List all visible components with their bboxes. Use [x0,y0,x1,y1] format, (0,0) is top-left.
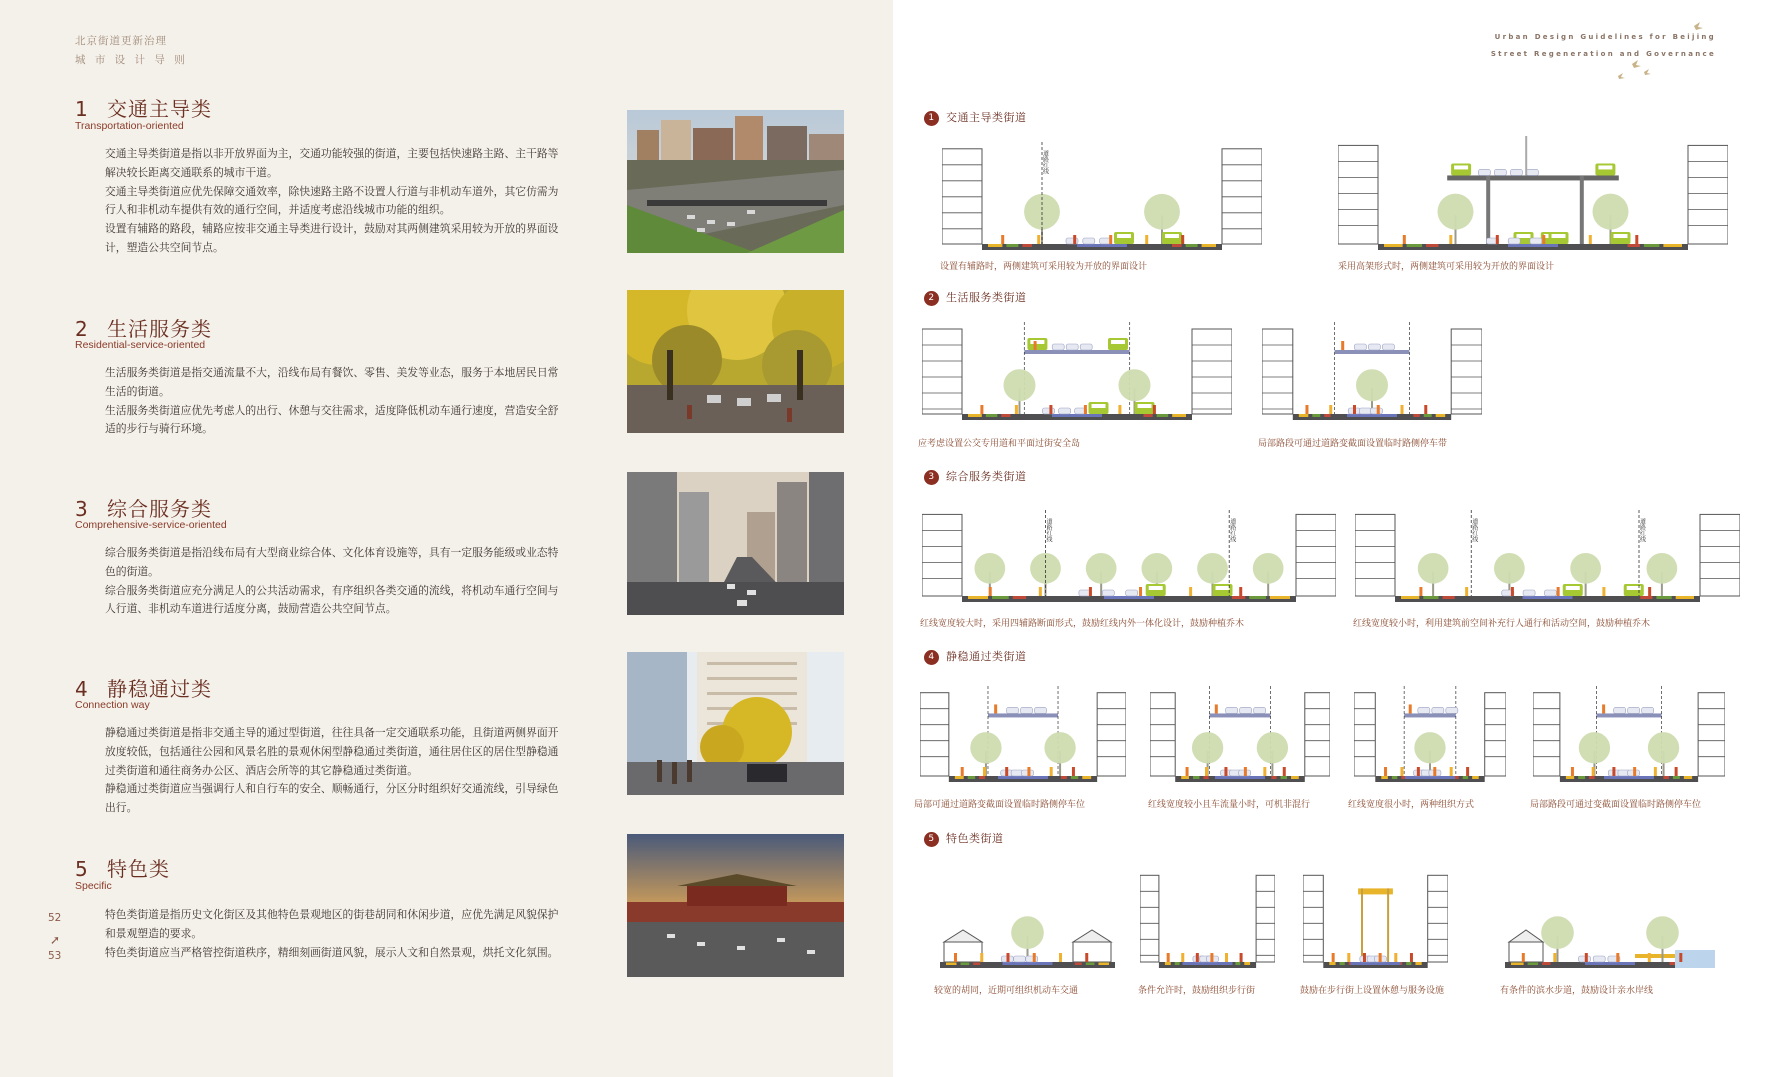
photo-tiananmen [627,834,844,977]
caption-1a: 设置有辅路时，两侧建筑可采用较为开放的界面设计 [940,262,1148,272]
person-icon [1612,767,1615,776]
building [920,693,949,776]
car-icon [1478,169,1490,175]
car-icon [1354,344,1366,350]
building [1262,329,1293,414]
redline-label: 道路红线 [1045,518,1052,542]
birds-icon [1610,20,1720,82]
section-5-title: 5 特色类 [75,857,170,881]
header-subtitle-cn: 城 市 设 计 导 则 [75,54,188,66]
building [1140,875,1159,962]
person-icon [1109,235,1112,244]
tree-icon [1356,369,1388,401]
person-icon [1329,405,1332,414]
person-icon [1118,405,1121,414]
person-icon [1553,953,1556,962]
section-4-en: Connection way [75,699,150,711]
car-icon [1614,707,1626,713]
car-icon [1359,408,1371,414]
person-icon [1007,953,1010,962]
person-icon [1332,953,1335,962]
building [1698,693,1725,776]
tree-icon [1004,369,1036,401]
tree-icon [970,732,1001,763]
caption-2a: 应考虑设置公交专用道和平面过街安全岛 [918,439,1081,449]
section-2-title: 2 生活服务类 [75,317,212,341]
building [1222,149,1262,244]
tree-icon [1418,553,1449,584]
person-icon [1433,767,1436,776]
section-3-en: Comprehensive-service-oriented [75,519,227,531]
diagram-4d [1533,686,1725,784]
car-icon [1007,707,1019,713]
building [1451,329,1482,414]
car-icon [1508,238,1520,244]
person-icon [1001,235,1004,244]
car-icon [1035,707,1047,713]
tree-icon [1119,369,1151,401]
tree-icon [1044,732,1075,763]
person-icon [1015,405,1018,414]
diagram-4b [1150,686,1330,784]
person-icon [1085,953,1088,962]
building [1150,693,1175,776]
car-icon [1544,590,1556,596]
section-1-en: Transportation-oriented [75,120,184,132]
person-icon [1419,587,1422,596]
person-icon [1347,953,1350,962]
building [1192,329,1232,414]
gate-roof-icon [944,930,982,942]
tree-icon [1192,732,1223,763]
car-icon [1642,707,1654,713]
diagram-4a [920,686,1126,784]
caption-5c: 鼓励在步行街上设置休憩与服务设施 [1300,986,1445,996]
person-icon [1145,235,1148,244]
car-icon [1523,590,1535,596]
diagram-section-3-title: 3 综合服务类街道 [924,468,1027,485]
caption-1b: 采用高架形式时，两侧建筑可采用较为开放的界面设计 [1338,262,1555,272]
building [1305,693,1330,776]
redline-label: 道路红线 [1470,518,1478,542]
person-icon [989,587,992,596]
person-icon [1557,587,1560,596]
page-number-right: 53 [48,950,62,962]
person-icon [1465,587,1468,596]
car-icon [1418,707,1430,713]
diagram-section-2-title: 2 生活服务类街道 [924,289,1027,306]
person-icon [1215,704,1218,713]
person-icon [1602,704,1605,713]
person-icon [1153,405,1156,414]
diagram-2b [1262,322,1482,422]
person-icon [1210,953,1213,962]
person-icon [1305,405,1308,414]
diagram-section-4-title: 4 静稳通过类街道 [924,648,1027,665]
building [1354,693,1375,776]
building [1338,145,1378,244]
person-icon [1654,767,1657,776]
tree-icon [1144,194,1180,230]
photo-comprehensive-street [627,472,844,615]
variant-strip [1335,350,1410,354]
caption-5b: 条件允许时，鼓励组织步行街 [1138,986,1256,996]
building [1700,514,1740,596]
diagram-section-1-title: 1 交通主导类街道 [924,109,1027,126]
person-icon [1410,953,1413,962]
person-icon [1196,953,1199,962]
person-icon [1589,235,1592,244]
car-icon [1102,590,1114,596]
person-icon [1239,587,1242,596]
variant-strip [1404,713,1456,717]
diagram-4c [1354,686,1506,784]
tree-icon [1648,732,1679,763]
section-1-title: 1 交通主导类 [75,97,212,121]
car-icon [1370,408,1382,414]
person-icon [1263,767,1266,776]
person-icon [1401,405,1404,414]
variant-strip [1596,713,1661,717]
person-icon [1005,767,1008,776]
person-icon [1225,953,1228,962]
pin-icon: ➚ [50,933,61,947]
person-icon [1205,767,1208,776]
tree-icon [974,553,1005,584]
person-icon [1542,235,1545,244]
car-icon [1494,169,1506,175]
stepped-bank [1635,954,1675,958]
person-icon [1240,953,1243,962]
header-title-en: Urban Design Guidelines for Beijing [1494,33,1716,41]
person-icon [1511,587,1514,596]
person-icon [1050,767,1053,776]
redline-label: 道路红线 [1638,518,1646,542]
caption-4c: 红线宽度很小时，两种组织方式 [1348,800,1475,810]
car-icon [1126,590,1138,596]
redline-label: 道路红线 [1041,150,1049,174]
gate-roof-icon [1509,930,1543,942]
person-icon [961,767,964,776]
building [1303,875,1323,962]
person-icon [1635,235,1638,244]
person-icon [1633,767,1636,776]
person-icon [1224,767,1227,776]
person-icon [1139,587,1142,596]
person-icon [1039,587,1042,596]
person-icon [1084,405,1087,414]
person-icon [980,405,983,414]
diagram-3b [1355,508,1740,604]
building [1097,693,1126,776]
car-icon [1382,344,1394,350]
tree-icon [1011,916,1044,949]
person-icon [1181,953,1184,962]
car-icon [1026,956,1038,962]
caption-2b: 局部路段可通过道路变截面设置临时路侧停车带 [1258,439,1448,449]
person-icon [980,953,983,962]
person-icon [1602,587,1605,596]
section-1-body: 交通主导类街道是指以非开放界面为主，交通功能较强的街道，主要包括快速路主路、主干路等解决较长距离交通联系的城市干道。 交通主导类街道应优先保障交通效率，除快速路主路不设置人行道与非机动车道外，其它仿需为行人和非机动车提供有效的通行空间，并适度考虑沿线城市功能的组织。 设置有辅路的路段，辅路应按非交通主导类进行设计，鼓励对其两侧建筑采用较为开放的界面设计，塑造公共空间节点。 [105,147,559,254]
car-icon [1628,707,1640,713]
building [1355,514,1395,596]
person-icon [994,704,997,713]
person-icon [1466,767,1469,776]
person-icon [1592,767,1595,776]
person-icon [1450,767,1453,776]
person-icon [1189,587,1192,596]
person-icon [1384,767,1387,776]
section-3-title: 3 综合服务类 [75,497,212,521]
person-icon [1186,767,1189,776]
person-icon [1037,235,1040,244]
person-icon [1522,953,1525,962]
diagram-3a [922,508,1336,604]
page-number-left: 52 [48,912,62,924]
person-icon [1181,235,1184,244]
street-lamp [1525,136,1527,175]
person-icon [1059,953,1062,962]
photo-connection-street [627,652,844,795]
person-icon [1089,587,1092,596]
car-icon [1579,956,1591,962]
person-icon [1585,953,1588,962]
car-icon [1059,408,1071,414]
car-icon [1254,707,1266,713]
section-2-en: Residential-service-oriented [75,339,206,351]
car-icon [1021,707,1033,713]
person-icon [1675,767,1678,776]
section-2-body: 生活服务类街道是指交通流量不大，沿线布局有餐饮、零售、美发等业态，服务于本地居民日常生活的街道。 生活服务类街道应优先考虑人的出行、休憩与交往需求，适度降低机动车通行速度，营造安全舒适的步行与骑行环境。 [105,366,559,436]
person-icon [1409,704,1412,713]
tree-icon [1257,732,1288,763]
person-icon [1403,235,1406,244]
person-icon [1379,953,1382,962]
person-icon [1244,767,1247,776]
tree-icon [1253,553,1284,584]
person-icon [1616,953,1619,962]
diagram-1b [1338,136,1728,252]
person-icon [1449,235,1452,244]
diagram-5c [1303,868,1448,970]
elevated-deck [1447,175,1619,180]
tree-icon [1541,916,1574,949]
header-subtitle-en: Street Regeneration and Governance [1490,50,1716,58]
person-icon [1679,953,1682,962]
caption-3a: 红线宽度较大时，采用四辅路断面形式，鼓励红线内外一体化设计，鼓励种植乔木 [920,619,1245,629]
person-icon [1571,767,1574,776]
car-icon [1526,169,1538,175]
building [1296,514,1336,596]
tree-icon [1086,553,1117,584]
building [1485,693,1506,776]
car-icon [1446,707,1458,713]
person-icon [1034,341,1037,350]
tree-icon [1141,553,1172,584]
person-icon [1394,953,1397,962]
person-icon [1377,405,1380,414]
car-icon [1226,707,1238,713]
section-4-body: 静稳通过类街道是指非交通主导的通过型街道，往往具备一定交通联系功能，且街道两侧界面开放度较低，包括通往公园和风景名胜的景观休闲型静稳通过类街道，通往居住区的居住型静稳通过类街道和通往商务办公区、酒店会所等的其它静稳通过类街道。 静稳通过类街道应当强调行人和自行车的安全、顺畅通行，分区分时组织好交通流线，引导绿色出行。 [105,726,559,815]
car-icon [1014,956,1026,962]
tree-icon [1647,553,1678,584]
diagram-2a [922,322,1232,422]
car-icon [1510,169,1522,175]
person-icon [1648,587,1651,596]
redline-label: 道路红线 [1228,518,1236,542]
building [942,149,982,244]
tree-icon [1570,553,1601,584]
person-icon [1167,953,1170,962]
person-icon [954,953,957,962]
header-title-cn: 北京街道更新治理 [75,35,167,47]
person-icon [1417,767,1420,776]
variant-strip [1024,350,1129,354]
car-icon [1080,344,1092,350]
photo-residential-street [627,290,844,433]
person-icon [1033,953,1036,962]
diagram-1a [942,140,1262,252]
person-icon [1400,767,1403,776]
variant-strip [988,713,1058,717]
building [1533,693,1560,776]
person-icon [1049,405,1052,414]
diagram-5d [1505,868,1715,970]
person-icon [1341,341,1344,350]
tree-icon [1593,194,1629,230]
building [922,514,962,596]
car-icon [1066,344,1078,350]
person-icon [1353,405,1356,414]
car-icon [1083,238,1095,244]
building [922,329,962,414]
caption-4d: 局部路段可通过变截面设置临时路侧停车位 [1530,800,1702,810]
tree-icon [1494,553,1525,584]
section-5-body: 特色类街道是指历史文化街区及其他特色景观地区的街巷胡同和休闲步道，应优先满足风貌保护和景观塑造的要求。 特色类街道应当严格管控街道秩序，精细刻画街道风貌，展示人文和自然景观，烘托文化氛围。 [105,908,559,959]
building [1688,145,1728,244]
tree-icon [1414,732,1445,763]
caption-3b: 红线宽度较小时，利用建筑前空间补充行人通行和活动空间，鼓励种植乔木 [1353,619,1651,629]
person-icon [1283,767,1286,776]
car-icon [1240,707,1252,713]
diagram-5b [1140,868,1275,970]
car-icon [1043,408,1055,414]
photo-transportation-street [627,110,844,253]
section-5-en: Specific [75,880,112,892]
variant-strip [1209,713,1270,717]
person-icon [1073,235,1076,244]
building [1256,875,1275,962]
tree-icon [1438,194,1474,230]
car-icon [1530,238,1542,244]
diagram-5a [940,868,1115,970]
building [1428,875,1448,962]
person-icon [1496,235,1499,244]
person-icon [1648,953,1651,962]
person-icon [1027,767,1030,776]
car-icon [1432,707,1444,713]
section-4-title: 4 静稳通过类 [75,677,212,701]
tree-icon [1197,553,1228,584]
person-icon [1363,953,1366,962]
caption-5a: 较宽的胡同，近期可组织机动车交通 [934,986,1079,996]
caption-4a: 局部可通过道路变截面设置临时路侧停车位 [914,800,1086,810]
diagram-section-5-title: 5 特色类街道 [924,830,1004,847]
person-icon [1424,405,1427,414]
caption-4b: 红线宽度较小且车流量小时，可机非混行 [1148,800,1311,810]
tree-icon [1579,732,1610,763]
car-icon [1593,956,1605,962]
car-icon [1052,344,1064,350]
person-icon [1072,767,1075,776]
car-icon [1368,344,1380,350]
person-icon [983,767,986,776]
caption-5d: 有条件的滨水步道，鼓励设计亲水岸线 [1500,986,1654,996]
tree-icon [1646,916,1679,949]
section-3-body: 综合服务类街道是指沿线布局有大型商业综合体、文化体育设施等，具有一定服务能级或业态特色的街道。 综合服务类街道应充分满足人的公共活动需求，有序组织各类交通的流线，将机动车通行空间与人行道、非机动车道进行适度分离，鼓励营造公共空间节点。 [105,546,559,616]
